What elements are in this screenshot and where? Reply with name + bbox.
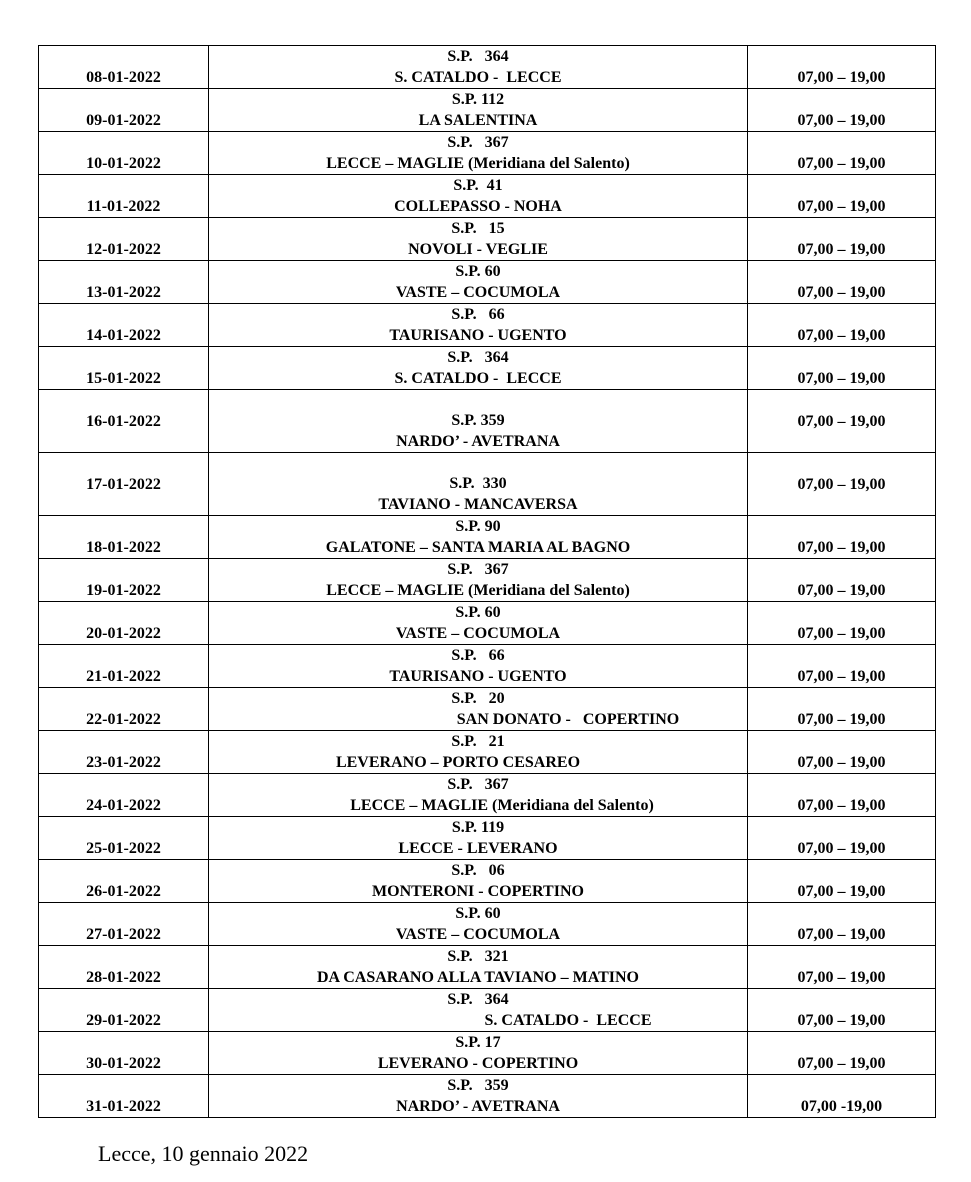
road-code: S.P. 330	[449, 475, 507, 492]
row-road	[209, 645, 748, 688]
road-name: VASTE – COCUMOLA	[395, 625, 561, 642]
road-name: MONTERONI - COPERTINO	[372, 883, 584, 900]
row-date: 11-01-2022	[39, 175, 209, 218]
road-name: NOVOLI - VEGLIE	[408, 241, 548, 258]
row-date: 18-01-2022	[39, 516, 209, 559]
row-time: 07,00 – 19,00	[748, 731, 936, 774]
row-time: 07,00 – 19,00	[748, 989, 936, 1032]
road-code: S.P. 60	[455, 263, 501, 280]
row-road	[209, 1032, 748, 1075]
row-road	[209, 731, 748, 774]
row-date: 14-01-2022	[39, 304, 209, 347]
row-time: 07,00 – 19,00	[748, 1032, 936, 1075]
road-code: S.P. 367	[447, 776, 509, 793]
row-date: 24-01-2022	[39, 774, 209, 817]
row-road	[209, 688, 748, 731]
row-time: 07,00 – 19,00	[748, 175, 936, 218]
row-date: 31-01-2022	[39, 1075, 209, 1118]
road-name: NARDO’ - AVETRANA	[396, 433, 560, 450]
table-row	[39, 602, 936, 645]
road-name: LECCE – MAGLIE (Meridiana del Salento)	[350, 797, 654, 814]
row-road	[209, 46, 748, 89]
road-code: S.P. 20	[451, 690, 505, 707]
road-name: S. CATALDO - LECCE	[484, 1012, 652, 1029]
row-road	[209, 946, 748, 989]
road-name: GALATONE – SANTA MARIA AL BAGNO	[325, 539, 631, 556]
row-time: 07,00 – 19,00	[748, 453, 936, 516]
row-time: 07,00 – 19,00	[748, 516, 936, 559]
table-row	[39, 1032, 936, 1075]
row-time: 07,00 – 19,00	[748, 261, 936, 304]
row-date: 29-01-2022	[39, 989, 209, 1032]
road-code: S.P. 364	[447, 48, 509, 65]
table-row	[39, 817, 936, 860]
table-row	[39, 731, 936, 774]
road-code: S.P. 90	[455, 518, 501, 535]
row-road	[209, 559, 748, 602]
road-code: S.P. 21	[451, 733, 505, 750]
row-date: 25-01-2022	[39, 817, 209, 860]
road-name: NARDO’ - AVETRANA	[396, 1098, 560, 1115]
road-name: COLLEPASSO - NOHA	[394, 198, 562, 215]
road-code: S.P. 66	[451, 647, 505, 664]
row-time: 07,00 – 19,00	[748, 347, 936, 390]
road-code: S.P. 06	[451, 862, 505, 879]
road-code: S.P. 60	[455, 604, 501, 621]
row-road	[209, 132, 748, 175]
row-road	[209, 602, 748, 645]
row-road	[209, 304, 748, 347]
road-name: SAN DONATO - COPERTINO	[456, 711, 680, 728]
table-row	[39, 175, 936, 218]
row-road	[209, 860, 748, 903]
schedule-body	[39, 46, 936, 1118]
row-time: 07,00 – 19,00	[748, 903, 936, 946]
row-road	[209, 516, 748, 559]
row-road	[209, 774, 748, 817]
road-code: S.P. 321	[447, 948, 509, 965]
row-date: 21-01-2022	[39, 645, 209, 688]
row-time: 07,00 – 19,00	[748, 688, 936, 731]
row-time: 07,00 – 19,00	[748, 817, 936, 860]
row-date: 08-01-2022	[39, 46, 209, 89]
row-date: 19-01-2022	[39, 559, 209, 602]
road-code: S.P. 60	[455, 905, 501, 922]
row-time: 07,00 – 19,00	[748, 946, 936, 989]
table-row	[39, 347, 936, 390]
schedule-table	[38, 45, 936, 1118]
table-row	[39, 989, 936, 1032]
table-row	[39, 1075, 936, 1118]
table-row	[39, 218, 936, 261]
row-time: 07,00 – 19,00	[748, 390, 936, 453]
road-name: VASTE – COCUMOLA	[395, 284, 561, 301]
row-road	[209, 175, 748, 218]
road-name: TAVIANO - MANCAVERSA	[378, 496, 578, 513]
road-code: S.P. 41	[453, 177, 503, 194]
road-code: S.P. 359	[447, 1077, 509, 1094]
row-date: 23-01-2022	[39, 731, 209, 774]
row-date: 15-01-2022	[39, 347, 209, 390]
table-row	[39, 261, 936, 304]
row-time: 07,00 – 19,00	[748, 559, 936, 602]
road-name: LA SALENTINA	[418, 112, 538, 129]
road-name: TAURISANO - UGENTO	[389, 668, 567, 685]
footer-place-date: Lecce, 10 gennaio 2022	[98, 1141, 309, 1166]
road-code: S.P. 367	[447, 134, 509, 151]
row-date: 17-01-2022	[39, 453, 209, 516]
row-road	[209, 989, 748, 1032]
table-row	[39, 946, 936, 989]
row-date: 28-01-2022	[39, 946, 209, 989]
road-code: S.P. 17	[455, 1034, 501, 1051]
row-date: 22-01-2022	[39, 688, 209, 731]
table-row	[39, 774, 936, 817]
row-time: 07,00 – 19,00	[748, 218, 936, 261]
table-row	[39, 390, 936, 453]
road-name: DA CASARANO ALLA TAVIANO – MATINO	[317, 969, 639, 986]
row-time: 07,00 -19,00	[748, 1075, 936, 1118]
row-road	[209, 903, 748, 946]
row-date: 09-01-2022	[39, 89, 209, 132]
table-row	[39, 89, 936, 132]
table-row	[39, 688, 936, 731]
road-name: S. CATALDO - LECCE	[394, 69, 562, 86]
row-time: 07,00 – 19,00	[748, 89, 936, 132]
road-name: LECCE – MAGLIE (Meridiana del Salento)	[326, 155, 630, 172]
row-road	[209, 817, 748, 860]
table-row	[39, 453, 936, 516]
row-time: 07,00 – 19,00	[748, 46, 936, 89]
table-row	[39, 645, 936, 688]
table-row	[39, 516, 936, 559]
row-time: 07,00 – 19,00	[748, 774, 936, 817]
road-name: LEVERANO – PORTO CESAREO	[335, 754, 581, 771]
row-road	[209, 89, 748, 132]
road-name: LECCE - LEVERANO	[398, 840, 558, 857]
row-time: 07,00 – 19,00	[748, 602, 936, 645]
row-date: 20-01-2022	[39, 602, 209, 645]
road-code: S.P. 364	[447, 991, 509, 1008]
row-time: 07,00 – 19,00	[748, 645, 936, 688]
road-name: VASTE – COCUMOLA	[395, 926, 561, 943]
road-code: S.P. 367	[447, 561, 509, 578]
table-row	[39, 559, 936, 602]
row-date: 10-01-2022	[39, 132, 209, 175]
road-name: LECCE – MAGLIE (Meridiana del Salento)	[326, 582, 630, 599]
row-date: 30-01-2022	[39, 1032, 209, 1075]
row-date: 13-01-2022	[39, 261, 209, 304]
row-date: 16-01-2022	[39, 390, 209, 453]
row-time: 07,00 – 19,00	[748, 860, 936, 903]
row-road	[209, 1075, 748, 1118]
road-name: S. CATALDO - LECCE	[394, 370, 562, 387]
road-code: S.P. 66	[451, 306, 505, 323]
row-time: 07,00 – 19,00	[748, 304, 936, 347]
road-name: LEVERANO - COPERTINO	[377, 1055, 579, 1072]
road-code: S.P. 364	[447, 349, 509, 366]
table-row	[39, 903, 936, 946]
row-road	[209, 390, 748, 453]
table-row	[39, 132, 936, 175]
row-road	[209, 347, 748, 390]
road-code: S.P. 119	[451, 819, 505, 836]
row-date: 26-01-2022	[39, 860, 209, 903]
table-row	[39, 304, 936, 347]
road-code: S.P. 359	[451, 412, 505, 429]
table-row	[39, 46, 936, 89]
row-date: 27-01-2022	[39, 903, 209, 946]
road-name: TAURISANO - UGENTO	[389, 327, 567, 344]
row-road	[209, 453, 748, 516]
row-road	[209, 218, 748, 261]
row-time: 07,00 – 19,00	[748, 132, 936, 175]
table-row	[39, 860, 936, 903]
row-date: 12-01-2022	[39, 218, 209, 261]
road-code: S.P. 112	[451, 91, 505, 108]
row-road	[209, 261, 748, 304]
road-code: S.P. 15	[451, 220, 505, 237]
